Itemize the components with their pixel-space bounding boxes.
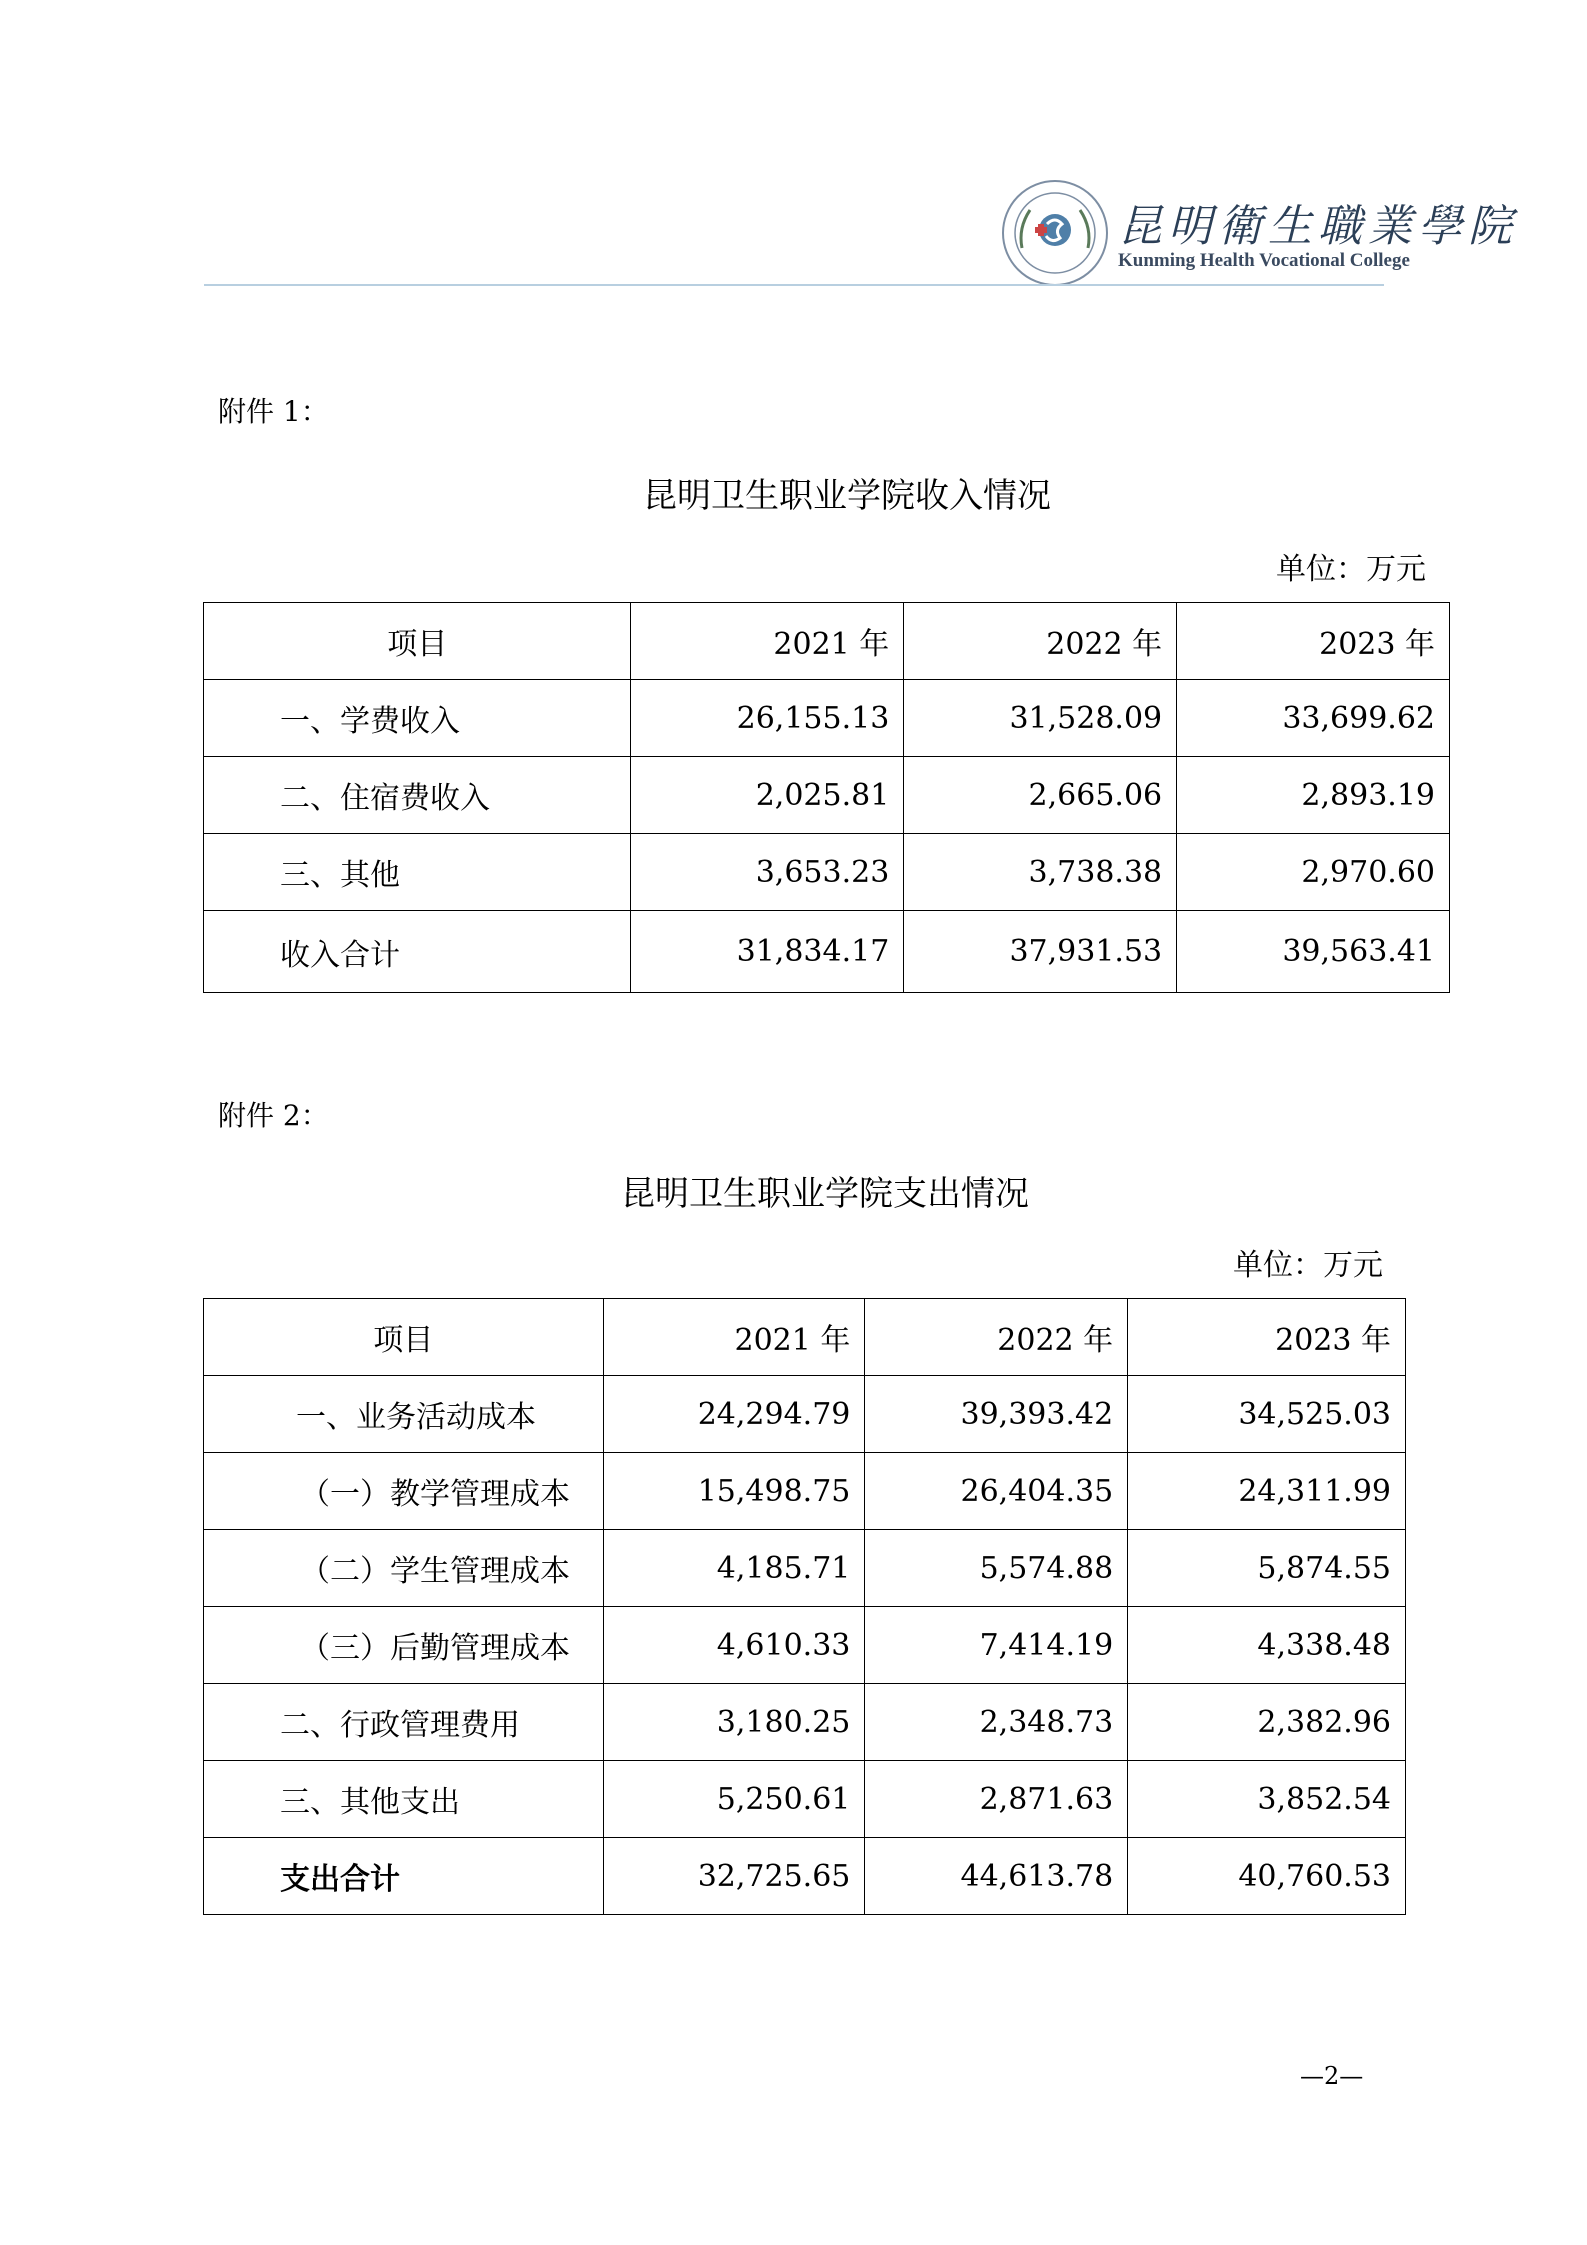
table-header-row bbox=[204, 1299, 1406, 1376]
cell-2023: 5,874.55 bbox=[1128, 1530, 1406, 1607]
column-header: 2023 年 bbox=[1128, 1299, 1406, 1376]
row-item: （三）后勤管理成本 bbox=[204, 1607, 604, 1684]
header-divider bbox=[204, 284, 1384, 286]
cell-2021: 32,725.65 bbox=[603, 1838, 865, 1915]
row-item: 一、学费收入 bbox=[204, 680, 631, 757]
cell-2022: 44,613.78 bbox=[865, 1838, 1128, 1915]
table-row bbox=[204, 1376, 1406, 1453]
cell-2021: 31,834.17 bbox=[631, 911, 904, 993]
cell-2022: 2,871.63 bbox=[865, 1761, 1128, 1838]
row-item: 二、住宿费收入 bbox=[204, 757, 631, 834]
cell-2022: 2,348.73 bbox=[865, 1684, 1128, 1761]
cell-2023: 34,525.03 bbox=[1128, 1376, 1406, 1453]
cell-2022: 5,574.88 bbox=[865, 1530, 1128, 1607]
cell-2022: 26,404.35 bbox=[865, 1453, 1128, 1530]
cell-2021: 4,610.33 bbox=[603, 1607, 865, 1684]
page-number: —2— bbox=[1300, 2062, 1364, 2090]
table-row bbox=[204, 834, 1450, 911]
cell-2021: 3,180.25 bbox=[603, 1684, 865, 1761]
column-header: 2023 年 bbox=[1177, 603, 1450, 680]
table-row bbox=[204, 1607, 1406, 1684]
row-item: 支出合计 bbox=[204, 1838, 604, 1915]
table-row bbox=[204, 1530, 1406, 1607]
cell-2023: 3,852.54 bbox=[1128, 1761, 1406, 1838]
table-row bbox=[204, 1761, 1406, 1838]
table-row bbox=[204, 1684, 1406, 1761]
table-header-row bbox=[204, 603, 1450, 680]
expense-table bbox=[203, 1298, 1406, 1915]
column-header: 2021 年 bbox=[603, 1299, 865, 1376]
cell-2021: 2,025.81 bbox=[631, 757, 904, 834]
row-item: 三、其他支出 bbox=[204, 1761, 604, 1838]
table-row bbox=[204, 1453, 1406, 1530]
row-item: （二）学生管理成本 bbox=[204, 1530, 604, 1607]
row-item: 一、业务活动成本 bbox=[204, 1376, 604, 1453]
income-table bbox=[203, 602, 1450, 993]
cell-2023: 39,563.41 bbox=[1177, 911, 1450, 993]
cell-2021: 24,294.79 bbox=[603, 1376, 865, 1453]
column-header: 2021 年 bbox=[631, 603, 904, 680]
table-row-total bbox=[204, 911, 1450, 993]
cell-2021: 3,653.23 bbox=[631, 834, 904, 911]
cell-2023: 4,338.48 bbox=[1128, 1607, 1406, 1684]
logo-english-name: Kunming Health Vocational College bbox=[1118, 250, 1410, 271]
column-header: 2022 年 bbox=[904, 603, 1177, 680]
cell-2021: 26,155.13 bbox=[631, 680, 904, 757]
expense-unit-label: 单位：万元 bbox=[1233, 1248, 1383, 1283]
column-header: 2022 年 bbox=[865, 1299, 1128, 1376]
cell-2023: 40,760.53 bbox=[1128, 1838, 1406, 1915]
college-seal-icon bbox=[1000, 178, 1110, 288]
row-item: 三、其他 bbox=[204, 834, 631, 911]
cell-2022: 7,414.19 bbox=[865, 1607, 1128, 1684]
income-table-title: 昆明卫生职业学院收入情况 bbox=[643, 476, 1051, 516]
attachment-1-label: 附件 1： bbox=[218, 395, 329, 428]
table-row-total bbox=[204, 1838, 1406, 1915]
row-item: 二、行政管理费用 bbox=[204, 1684, 604, 1761]
row-item: 收入合计 bbox=[204, 911, 631, 993]
cell-2021: 5,250.61 bbox=[603, 1761, 865, 1838]
cell-2021: 15,498.75 bbox=[603, 1453, 865, 1530]
attachment-2-label: 附件 2： bbox=[218, 1099, 329, 1132]
column-header: 项目 bbox=[204, 603, 631, 680]
table-row bbox=[204, 757, 1450, 834]
expense-table-title: 昆明卫生职业学院支出情况 bbox=[621, 1174, 1029, 1214]
cell-2022: 3,738.38 bbox=[904, 834, 1177, 911]
cell-2023: 24,311.99 bbox=[1128, 1453, 1406, 1530]
cell-2023: 2,970.60 bbox=[1177, 834, 1450, 911]
cell-2022: 39,393.42 bbox=[865, 1376, 1128, 1453]
cell-2023: 2,893.19 bbox=[1177, 757, 1450, 834]
income-unit-label: 单位：万元 bbox=[1276, 552, 1426, 587]
column-header: 项目 bbox=[204, 1299, 604, 1376]
table-row bbox=[204, 680, 1450, 757]
cell-2022: 2,665.06 bbox=[904, 757, 1177, 834]
cell-2022: 37,931.53 bbox=[904, 911, 1177, 993]
cell-2023: 33,699.62 bbox=[1177, 680, 1450, 757]
logo-chinese-name: 昆明衛生職業學院 bbox=[1118, 201, 1518, 252]
page-header bbox=[0, 0, 1587, 300]
cell-2021: 4,185.71 bbox=[603, 1530, 865, 1607]
row-item: （一）教学管理成本 bbox=[204, 1453, 604, 1530]
cell-2022: 31,528.09 bbox=[904, 680, 1177, 757]
cell-2023: 2,382.96 bbox=[1128, 1684, 1406, 1761]
